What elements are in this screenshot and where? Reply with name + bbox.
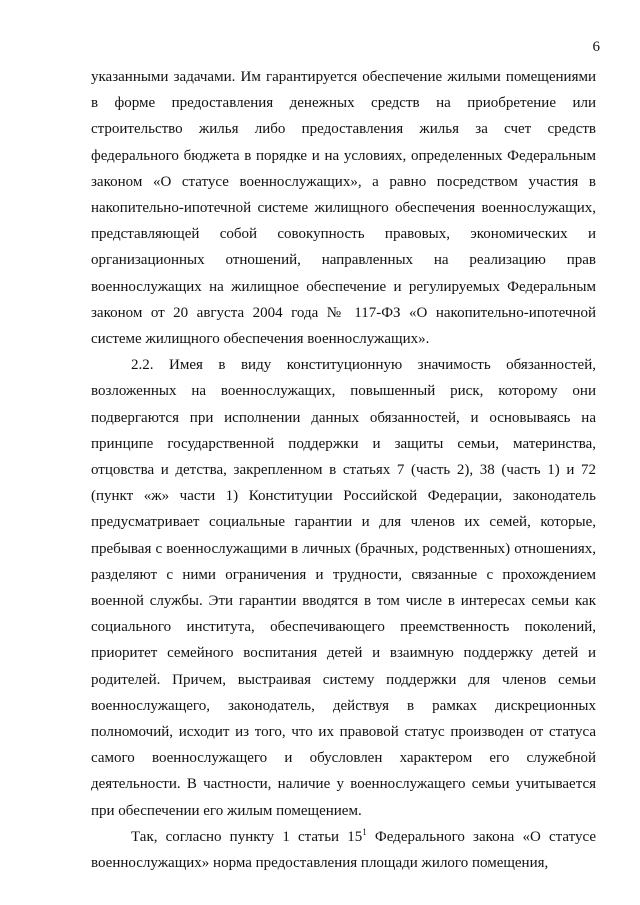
paragraph-2: 2.2. Имея в виду конституционную значимость обязанностей, возложенных на военнослужащих, повышенный риск, которому они подвергаются при исполнении данных обязанностей, и основываясь на принципе государственной поддержки и защиты семьи, материнства, отцовства и детства, закрепленном в статьях 7 (часть 2), 38 (часть 1) и 72 (пункт «ж» части 1) Конституции Российской Федерации, законодатель предусматривает социальные гарантии и для членов их семей, которые, пребывая с военнослужащими в личных (брачных, родственных) отношениях, разделяют с ними ограничения и трудности, связанные с прохождением военной службы. Эти гарантии вводятся в том числе в интересах семьи как социального института, обеспечивающего преемственность поколений, приоритет семейного воспитания детей и взаимную поддержку детей и родителей. Причем, выстраивая систему поддержки для членов семьи военнослужащего, законодатель, действуя в рамках дискреционных полномочий, исходит из того, что их правовой статус производен от статуса самого военнослужащего и обусловлен характером его служебной деятельности. В частности, наличие у военнослужащего семьи учитывается при обеспечении его жилым помещением. — [91, 357, 596, 819]
document-body — [91, 64, 596, 876]
paragraph-3-text-before: Так, согласно пункту 1 статьи 15 — [131, 828, 363, 845]
paragraph-3-text-after: Федерального закона «О статусе военнослужащих» норма предоставления площади жилого помещения, — [91, 828, 596, 872]
paragraph-3 — [91, 824, 596, 876]
paragraph-1: указанными задачами. Им гарантируется обеспечение жилыми помещениями в форме предоставления денежных средств на приобретение или строительство жилья либо предоставления жилья за счет средств федерального бюджета в порядке и на условиях, определенных Федеральным законом «О статусе военнослужащих», а равно посредством участия в накопительно-ипотечной системе жилищного обеспечения военнослужащих, представляющей собой совокупность правовых, экономических и организационных отношений, направленных на реализацию прав военнослужащих на жилищное обеспечение и регулируемых Федеральным законом от 20 августа 2004 года № 117-ФЗ «О накопительно-ипотечной системе жилищного обеспечения военнослужащих». — [91, 69, 596, 348]
footnote-superscript: 1 — [362, 826, 367, 837]
page-number: 6 — [592, 39, 600, 55]
